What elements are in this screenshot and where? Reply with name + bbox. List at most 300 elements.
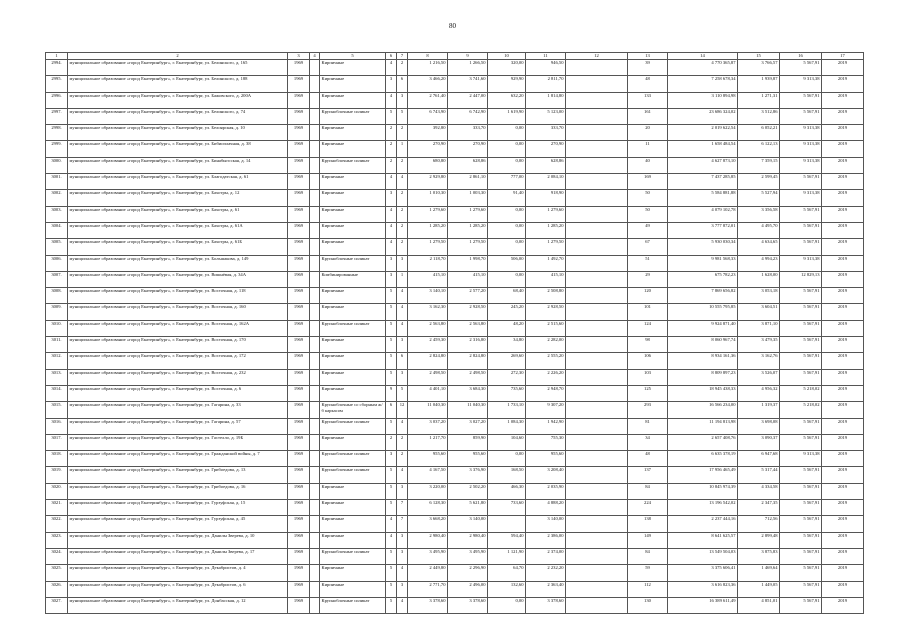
plan-year-cell: 2019 [822, 60, 864, 76]
residents-cell: 149 [628, 532, 668, 548]
row-number: 3005. [46, 239, 68, 255]
non-residential-area-cell: 272,30 [488, 369, 526, 385]
residents-cell: 59 [628, 565, 668, 581]
table-row [46, 76, 864, 92]
row-number: 3017. [46, 434, 68, 450]
entrances-cell: 3 [397, 483, 408, 499]
residents-cell: 224 [628, 500, 668, 516]
col4-cell [310, 108, 320, 124]
cost-limit-cell: 5 567,91 [780, 581, 822, 597]
residents-cell: 137 [628, 467, 668, 483]
area-cell: 2 447,00 [448, 92, 488, 108]
col12-cell [566, 222, 628, 238]
table-row [46, 565, 864, 581]
cost-per-m2-cell: 1 939,87 [738, 76, 780, 92]
area-cell: 270,90 [448, 141, 488, 157]
column-header: 2 [68, 53, 288, 60]
address-cell: муниципальное образование «город Екатеринбург», г. Екатеринбург, ул. Белоярская, д. 10 [68, 125, 288, 141]
address-cell: муниципальное образование «город Екатеринбург», г. Екатеринбург, ул. Восточная, д. 162А [68, 320, 288, 336]
floors-cell: 4 [386, 239, 397, 255]
entrances-cell: 4 [397, 304, 408, 320]
plan-year-cell: 2019 [822, 222, 864, 238]
non-residential-area-cell: 929,90 [488, 76, 526, 92]
col4-cell [310, 271, 320, 287]
row-number: 3018. [46, 451, 68, 467]
residential-area-cell: 918,90 [526, 190, 566, 206]
wall-material-cell: Кирпичные [320, 125, 386, 141]
cost-cell: 2 019 622,54 [668, 125, 738, 141]
residents-cell: 48 [628, 76, 668, 92]
residential-area-cell: 2 035,90 [526, 483, 566, 499]
entrances-cell: 4 [397, 467, 408, 483]
wall-material-cell: Кирпичные [320, 581, 386, 597]
residential-area-cell: 2 386,00 [526, 532, 566, 548]
col12-cell [566, 597, 628, 613]
col4-cell [310, 516, 320, 532]
address-cell: муниципальное образование «город Екатеринбург», г. Екатеринбург, ул. Бибиоплачная, д. 38 [68, 141, 288, 157]
area-cell: 3 376,90 [448, 467, 488, 483]
row-number: 2996. [46, 92, 68, 108]
table-row [46, 92, 864, 108]
wall-material-cell: Крупноблочные силикат [320, 418, 386, 434]
col12-cell [566, 174, 628, 190]
col4-cell [310, 304, 320, 320]
col4-cell [310, 500, 320, 516]
cost-limit-cell: 12 829,13 [780, 271, 822, 287]
column-header: 3 [288, 53, 310, 60]
plan-year-cell: 2019 [822, 483, 864, 499]
row-number: 2994. [46, 60, 68, 76]
residents-cell: 29 [628, 271, 668, 287]
floors-cell: 5 [386, 483, 397, 499]
residents-cell: 120 [628, 288, 668, 304]
address-cell: муниципальное образование «город Екатеринбург», г. Екатеринбург, ул. Бажовского, д. 200А [68, 92, 288, 108]
residential-area-cell: 5 123,00 [526, 108, 566, 124]
cost-cell: 7 258 678,34 [668, 76, 738, 92]
address-cell: муниципальное образование «город Екатеринбург», г. Екатеринбург, ул. Белинского, д. 74 [68, 108, 288, 124]
residents-cell: 40 [628, 157, 668, 173]
column-header: 16 [780, 53, 822, 60]
cost-per-m2-cell: 3 356,58 [738, 206, 780, 222]
residential-area-cell: 2 555,20 [526, 353, 566, 369]
cost-per-m2-cell: 6 122,13 [738, 141, 780, 157]
entrances-cell: 4 [397, 320, 408, 336]
residential-area-cell: 3 208,40 [526, 467, 566, 483]
floors-cell: 5 [386, 337, 397, 353]
cost-per-m2-cell: 4 994,23 [738, 255, 780, 271]
non-residential-area-cell: 1 121,90 [488, 548, 526, 564]
cost-limit-cell: 5 567,91 [780, 304, 822, 320]
cost-per-m2-cell: 4 495,70 [738, 222, 780, 238]
plan-year-cell: 2019 [822, 418, 864, 434]
address-cell: муниципальное образование «город Екатеринбург», г. Екатеринбург, ул. Гурзуфская, д. 15 [68, 500, 288, 516]
residents-cell: 130 [628, 597, 668, 613]
cost-per-m2-cell: 6 052,21 [738, 125, 780, 141]
floors-cell: 4 [386, 532, 397, 548]
col12-cell [566, 369, 628, 385]
table-row [46, 125, 864, 141]
table-row [46, 288, 864, 304]
wall-material-cell: Крупноблочные силикат [320, 157, 386, 173]
residents-cell: 98 [628, 337, 668, 353]
address-cell: муниципальное образование «город Екатеринбург», г. Екатеринбург, ул. Бахотры, д. 12 [68, 190, 288, 206]
col12-cell [566, 434, 628, 450]
table-row [46, 581, 864, 597]
year-cell: 1969 [288, 402, 310, 418]
year-cell: 1969 [288, 369, 310, 385]
area-cell: 859,90 [448, 434, 488, 450]
row-number: 3022. [46, 516, 68, 532]
total-area-cell: 3 466,20 [408, 76, 448, 92]
col4-cell [310, 532, 320, 548]
cost-limit-cell: 5 567,91 [780, 92, 822, 108]
entrances-cell: 2 [397, 239, 408, 255]
total-area-cell: 3 162,30 [408, 304, 448, 320]
cost-per-m2-cell: 4 334,58 [738, 483, 780, 499]
area-cell: 955,60 [448, 451, 488, 467]
cost-limit-cell: 5 567,91 [780, 565, 822, 581]
year-cell: 1969 [288, 206, 310, 222]
residential-area-cell: 1 279,60 [526, 206, 566, 222]
non-residential-area-cell: 0,00 [488, 125, 526, 141]
year-cell: 1969 [288, 353, 310, 369]
non-residential-area-cell: 320,00 [488, 60, 526, 76]
table-row [46, 320, 864, 336]
area-cell: 1 003,30 [448, 190, 488, 206]
area-cell: 1 279,50 [448, 239, 488, 255]
row-number: 3006. [46, 255, 68, 271]
row-number: 2997. [46, 108, 68, 124]
residential-area-cell: 3 140,00 [526, 516, 566, 532]
total-area-cell: 2 761,40 [408, 92, 448, 108]
header-row [46, 53, 864, 60]
floors-cell: 2 [386, 434, 397, 450]
area-cell: 415,10 [448, 271, 488, 287]
entrances-cell: 3 [397, 337, 408, 353]
col12-cell [566, 451, 628, 467]
wall-material-cell: Кирпичные [320, 206, 386, 222]
cost-per-m2-cell: 2 347,35 [738, 500, 780, 516]
year-cell: 1969 [288, 434, 310, 450]
cost-limit-cell: 5 567,91 [780, 500, 822, 516]
entrances-cell: 2 [397, 222, 408, 238]
floors-cell: 6 [386, 402, 397, 418]
total-area-cell: 6 128,30 [408, 500, 448, 516]
total-area-cell: 1 279,60 [408, 206, 448, 222]
area-cell: 2 502,20 [448, 483, 488, 499]
address-cell: муниципальное образование «город Екатеринбург», г. Екатеринбург, ул. Белинского, д. 188 [68, 76, 288, 92]
residential-area-cell: 415,10 [526, 271, 566, 287]
year-cell: 1969 [288, 76, 310, 92]
plan-year-cell: 2019 [822, 125, 864, 141]
year-cell: 1969 [288, 288, 310, 304]
floors-cell: 2 [386, 157, 397, 173]
address-cell: муниципальное образование «город Екатеринбург», г. Екатеринбург, ул. Гурзуфская, д. 45 [68, 516, 288, 532]
entrances-cell: 2 [397, 451, 408, 467]
total-area-cell: 3 037,20 [408, 418, 448, 434]
floors-cell: 3 [386, 255, 397, 271]
cost-per-m2-cell: 3 512,86 [738, 108, 780, 124]
cost-per-m2-cell: 4 634,65 [738, 239, 780, 255]
plan-year-cell: 2019 [822, 92, 864, 108]
column-header: 4 [310, 53, 320, 60]
residents-cell: 133 [628, 92, 668, 108]
table-row [46, 418, 864, 434]
column-header: 9 [448, 53, 488, 60]
entrances-cell: 1 [397, 141, 408, 157]
floors-cell: 3 [386, 451, 397, 467]
col4-cell [310, 92, 320, 108]
plan-year-cell: 2019 [822, 353, 864, 369]
cost-limit-cell: 5 567,91 [780, 222, 822, 238]
cost-per-m2-cell: 1 319,37 [738, 402, 780, 418]
cost-cell: 13 549 504,03 [668, 548, 738, 564]
column-header: 14 [668, 53, 738, 60]
entrances-cell: 4 [397, 288, 408, 304]
entrances-cell: 2 [397, 157, 408, 173]
plan-year-cell: 2019 [822, 108, 864, 124]
year-cell: 1969 [288, 467, 310, 483]
table-row [46, 141, 864, 157]
table-row [46, 271, 864, 287]
cost-limit-cell: 5 567,91 [780, 369, 822, 385]
area-cell: 2 861,10 [448, 174, 488, 190]
col12-cell [566, 108, 628, 124]
row-number: 3020. [46, 483, 68, 499]
wall-material-cell: Крупноблочные со сборным ж/б каркасом [320, 402, 386, 418]
non-residential-area-cell: 64,70 [488, 565, 526, 581]
page-number: 80 [449, 22, 456, 30]
address-cell: муниципальное образование «город Екатеринбург», г. Екатеринбург, ул. Бинабыгоская, д. 14 [68, 157, 288, 173]
residents-cell: 293 [628, 402, 668, 418]
cost-limit-cell: 9 313,38 [780, 141, 822, 157]
wall-material-cell: Кирпичные [320, 434, 386, 450]
residential-area-cell: 9 307,20 [526, 402, 566, 418]
year-cell: 1969 [288, 108, 310, 124]
table-row [46, 255, 864, 271]
row-number: 3008. [46, 288, 68, 304]
residential-area-cell: 270,90 [526, 141, 566, 157]
area-cell: 3 378,60 [448, 597, 488, 613]
address-cell: муниципальное образование «город Екатеринбург», г. Екатеринбург, ул. Бахотры, д. 61 [68, 206, 288, 222]
col12-cell [566, 157, 628, 173]
address-cell: муниципальное образование «город Екатеринбург», г. Екатеринбург, ул. Грибоедова, д. 13 [68, 467, 288, 483]
col4-cell [310, 434, 320, 450]
total-area-cell: 1 217,70 [408, 434, 448, 450]
floors-cell: 5 [386, 597, 397, 613]
residents-cell: 20 [628, 125, 668, 141]
cost-per-m2-cell: 3 871,10 [738, 320, 780, 336]
cost-cell: 5 584 881,88 [668, 190, 738, 206]
row-number: 3021. [46, 500, 68, 516]
non-residential-area-cell: 48,20 [488, 320, 526, 336]
col12-cell [566, 76, 628, 92]
cost-cell: 4 770 365,87 [668, 60, 738, 76]
residents-cell: 169 [628, 174, 668, 190]
row-number: 3007. [46, 271, 68, 287]
col4-cell [310, 288, 320, 304]
col12-cell [566, 532, 628, 548]
col12-cell [566, 320, 628, 336]
floors-cell: 5 [386, 369, 397, 385]
cost-per-m2-cell: 3 162,76 [738, 353, 780, 369]
residents-cell: 50 [628, 190, 668, 206]
non-residential-area-cell: 34,80 [488, 337, 526, 353]
plan-year-cell: 2019 [822, 190, 864, 206]
area-cell: 2 498,50 [448, 369, 488, 385]
area-cell: 1 285,20 [448, 222, 488, 238]
cost-cell: 13 196 542,02 [668, 500, 738, 516]
plan-year-cell: 2019 [822, 174, 864, 190]
cost-cell: 7 869 656,82 [668, 288, 738, 304]
col4-cell [310, 174, 320, 190]
year-cell: 1969 [288, 418, 310, 434]
non-residential-area-cell: 632,20 [488, 92, 526, 108]
cost-per-m2-cell: 5 317,44 [738, 467, 780, 483]
cost-per-m2-cell: 5 527,94 [738, 190, 780, 206]
entrances-cell: 3 [397, 369, 408, 385]
cost-limit-cell: 5 567,91 [780, 434, 822, 450]
row-number: 3026. [46, 581, 68, 597]
row-number: 3027. [46, 597, 68, 613]
year-cell: 1969 [288, 304, 310, 320]
address-cell: муниципальное образование «город Екатеринбург», г. Екатеринбург, ул. Декабристов, д. 4 [68, 565, 288, 581]
cost-limit-cell: 5 567,91 [780, 516, 822, 532]
residential-area-cell: 3 378,60 [526, 597, 566, 613]
col12-cell [566, 337, 628, 353]
plan-year-cell: 2019 [822, 548, 864, 564]
total-area-cell: 2 563,80 [408, 320, 448, 336]
entrances-cell: 3 [397, 548, 408, 564]
cost-per-m2-cell: 3 766,57 [738, 60, 780, 76]
residential-area-cell: 2 282,00 [526, 337, 566, 353]
cost-cell: 4 627 873,10 [668, 157, 738, 173]
floors-cell: 5 [386, 565, 397, 581]
column-header: 5 [320, 53, 386, 60]
col4-cell [310, 190, 320, 206]
floors-cell: 2 [386, 141, 397, 157]
total-area-cell: 392,80 [408, 125, 448, 141]
row-number: 3011. [46, 337, 68, 353]
cost-limit-cell: 5 567,91 [780, 320, 822, 336]
address-cell: муниципальное образование «город Екатеринбург», г. Екатеринбург, ул. Белинского, д. 165 [68, 60, 288, 76]
total-area-cell: 415,10 [408, 271, 448, 287]
cost-limit-cell: 5 218,02 [780, 385, 822, 401]
table-row [46, 174, 864, 190]
cost-cell: 1 658 484,54 [668, 141, 738, 157]
cost-limit-cell: 5 567,91 [780, 337, 822, 353]
wall-material-cell: Крупноблочные силикат [320, 548, 386, 564]
housing-table [45, 52, 864, 614]
wall-material-cell: Кирпичные [320, 337, 386, 353]
plan-year-cell: 2019 [822, 157, 864, 173]
cost-limit-cell: 9 313,38 [780, 190, 822, 206]
floors-cell: 5 [386, 353, 397, 369]
cost-cell: 3 777 872,01 [668, 222, 738, 238]
non-residential-area-cell: 777,00 [488, 174, 526, 190]
col4-cell [310, 548, 320, 564]
total-area-cell: 4 167,50 [408, 467, 448, 483]
area-cell: 11 040,30 [448, 402, 488, 418]
table-row [46, 402, 864, 418]
residents-cell: 112 [628, 581, 668, 597]
total-area-cell: 2 459,30 [408, 337, 448, 353]
col12-cell [566, 565, 628, 581]
plan-year-cell: 2019 [822, 451, 864, 467]
table-row [46, 239, 864, 255]
col4-cell [310, 206, 320, 222]
column-header: 15 [738, 53, 780, 60]
col12-cell [566, 239, 628, 255]
cost-limit-cell: 5 218,02 [780, 402, 822, 418]
col12-cell [566, 271, 628, 287]
residents-cell: 161 [628, 108, 668, 124]
residents-cell: 49 [628, 222, 668, 238]
residential-area-cell: 1 279,50 [526, 239, 566, 255]
non-residential-area-cell: 0,00 [488, 451, 526, 467]
cost-cell: 9 924 871,40 [668, 320, 738, 336]
cost-cell: 23 686 324,02 [668, 108, 738, 124]
entrances-cell: 5 [397, 385, 408, 401]
residents-cell: 11 [628, 141, 668, 157]
cost-limit-cell: 9 313,38 [780, 157, 822, 173]
residential-area-cell: 2 084,10 [526, 174, 566, 190]
cost-limit-cell: 5 567,91 [780, 532, 822, 548]
entrances-cell: 7 [397, 500, 408, 516]
cost-limit-cell: 5 567,91 [780, 108, 822, 124]
floors-cell: 4 [386, 60, 397, 76]
total-area-cell: 3 140,10 [408, 288, 448, 304]
cost-per-m2-cell: 2 599,45 [738, 174, 780, 190]
area-cell: 2 577,20 [448, 288, 488, 304]
cost-cell: 2 657 408,76 [668, 434, 738, 450]
wall-material-cell: Кирпичные [320, 60, 386, 76]
cost-cell: 11 194 813,98 [668, 418, 738, 434]
entrances-cell: 7 [397, 516, 408, 532]
col12-cell [566, 353, 628, 369]
col4-cell [310, 239, 320, 255]
entrances-cell: 3 [397, 255, 408, 271]
year-cell: 1969 [288, 581, 310, 597]
wall-material-cell: Крупноблочные силикат [320, 597, 386, 613]
non-residential-area-cell: 0,00 [488, 271, 526, 287]
plan-year-cell: 2019 [822, 402, 864, 418]
col4-cell [310, 402, 320, 418]
entrances-cell: 3 [397, 581, 408, 597]
plan-year-cell: 2019 [822, 565, 864, 581]
area-cell: 6 742,90 [448, 108, 488, 124]
year-cell: 1969 [288, 125, 310, 141]
area-cell: 5 621,80 [448, 500, 488, 516]
floors-cell: 4 [386, 92, 397, 108]
non-residential-area-cell: 0,00 [488, 222, 526, 238]
cost-per-m2-cell: 4 956,32 [738, 385, 780, 401]
plan-year-cell: 2019 [822, 581, 864, 597]
col4-cell [310, 353, 320, 369]
cost-limit-cell: 5 567,91 [780, 597, 822, 613]
plan-year-cell: 2019 [822, 369, 864, 385]
table-row [46, 385, 864, 401]
table-row [46, 190, 864, 206]
area-cell: 3 684,30 [448, 385, 488, 401]
total-area-cell: 6 743,90 [408, 108, 448, 124]
column-header: 6 [386, 53, 397, 60]
table-row [46, 337, 864, 353]
cost-cell: 9 981 568,33 [668, 255, 738, 271]
address-cell: муниципальное образование «город Екатеринбург», г. Екатеринбург, ул. Восточная, д. 6 [68, 385, 288, 401]
entrances-cell: 3 [397, 92, 408, 108]
cost-cell: 16 566 234,00 [668, 402, 738, 418]
